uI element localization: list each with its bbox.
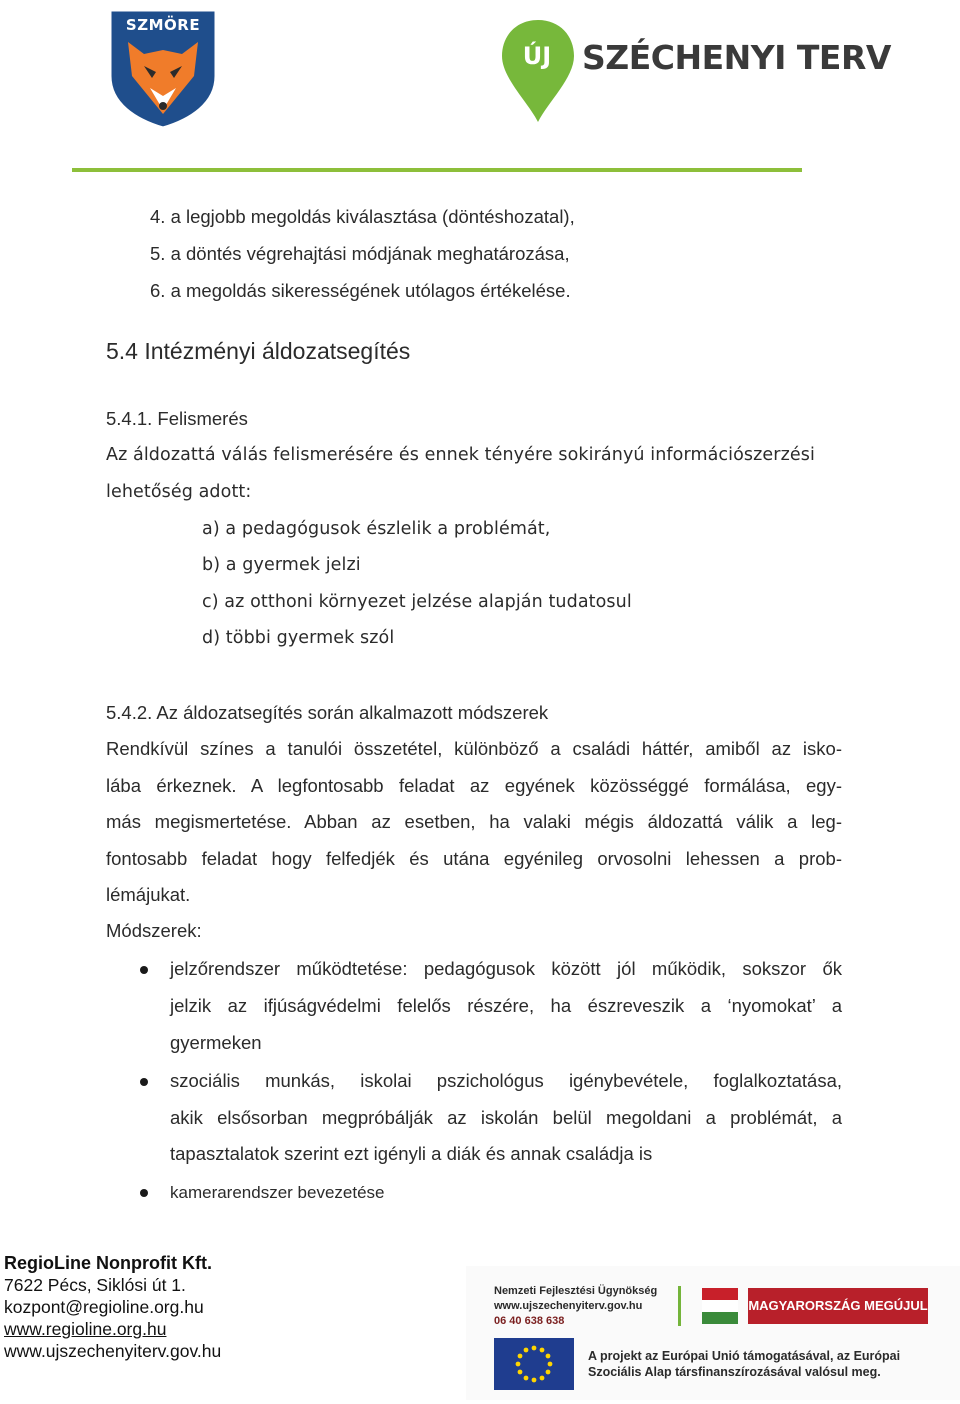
- nfu-name: Nemzeti Fejlesztési Ügynökség: [494, 1285, 658, 1297]
- list-item: d) többi gyermek szól: [202, 628, 395, 648]
- footer-org-name: RegioLine Nonprofit Kft.: [4, 1253, 212, 1273]
- magyarorszag-megujul-badge: MAGYARORSZÁG MEGÚJUL: [748, 1288, 928, 1324]
- list-item: 5. a döntés végrehajtási módjának meghatározása,: [150, 243, 570, 264]
- hungarian-flag-icon: [702, 1288, 738, 1324]
- paragraph-line: lehetőség adott:: [106, 482, 252, 502]
- bullet-icon: [140, 1078, 148, 1086]
- eu-note-line: A projekt az Európai Unió támogatásával, az Európai: [588, 1349, 901, 1363]
- map-pin-icon: [498, 16, 578, 128]
- bullet-icon: [140, 966, 148, 974]
- footer-email[interactable]: kozpont@regioline.org.hu: [4, 1297, 204, 1317]
- nfu-phone: 06 40 638 638: [494, 1315, 565, 1327]
- paragraph-line: más megismertetése. Abban az esetben, ha valaki mégis áldozattá válik a leg-: [106, 811, 842, 832]
- bullet-line: kamerarendszer bevezetése: [170, 1183, 385, 1202]
- eu-funding-note: [588, 1348, 900, 1380]
- nfu-web: www.ujszechenyiterv.gov.hu: [494, 1300, 643, 1312]
- uj-szechenyi-terv-logo: [498, 16, 891, 128]
- methods-label: Módszerek:: [106, 920, 202, 941]
- footer-contact: [4, 1252, 221, 1362]
- bullet-line: gyermeken: [170, 1032, 262, 1053]
- list-item: c) az otthoni környezet jelzése alapján tudatosul: [202, 592, 632, 612]
- footer-link-szechenyi[interactable]: www.ujszechenyiterv.gov.hu: [4, 1341, 222, 1361]
- bullet-icon: [140, 1189, 148, 1197]
- logo-title: SZÉCHENYI TERV: [582, 38, 891, 77]
- footer-divider: [678, 1286, 681, 1326]
- list-item: 6. a megoldás sikerességének utólagos értékelése.: [150, 280, 571, 301]
- bullet-line: jelzik az ifjúságvédelmi felelős részére, ha észreveszik a ‘nyomokat’ a: [170, 995, 842, 1016]
- logo-badge-text: ÚJ: [522, 42, 552, 70]
- paragraph-line: Rendkívül színes a tanulói összetétel, különböző a családi háttér, amiből az isko-: [106, 738, 842, 759]
- list-item: a) a pedagógusok észlelik a problémát,: [202, 519, 551, 539]
- eu-flag-icon: [494, 1338, 574, 1390]
- list-item: b) a gyermek jelzi: [202, 555, 361, 575]
- szmore-logo-text: SZMÖRE: [125, 16, 201, 34]
- list-item: 4. a legjobb megoldás kiválasztása (döntéshozatal),: [150, 206, 575, 227]
- footer-sponsor-panel: [466, 1266, 960, 1400]
- paragraph-line: lémájukat.: [106, 884, 191, 905]
- footer-address: 7622 Pécs, Siklósi út 1.: [4, 1275, 186, 1295]
- bullet-line: szociális munkás, iskolai pszichológus igénybevétele, foglalkoztatása,: [170, 1070, 842, 1091]
- nfu-block: [494, 1284, 657, 1329]
- bullet-line: akik elsősorban megpróbálják az iskolán belül megoldani a problémát, a: [170, 1107, 842, 1128]
- subsection-title: 5.4.1. Felismerés: [106, 408, 248, 429]
- eu-note-line: Szociális Alap társfinanszírozásával valósul meg.: [588, 1365, 881, 1379]
- section-title: 5.4 Intézményi áldozatsegítés: [106, 338, 411, 364]
- header-divider: [72, 168, 802, 172]
- paragraph-line: fontosabb feladat hogy felfedjék és utána egyénileg orvosolni lehessen a prob-: [106, 848, 842, 869]
- paragraph-line: Az áldozattá válás felismerésére és ennek tényére sokirányú információszerzési: [106, 445, 815, 465]
- szmore-logo: [104, 6, 222, 130]
- subsection-title: 5.4.2. Az áldozatsegítés során alkalmazott módszerek: [106, 702, 549, 723]
- footer-link-regioline[interactable]: www.regioline.org.hu: [4, 1319, 167, 1339]
- bullet-line: jelzőrendszer működtetése: pedagógusok között jól működik, sokszor ők: [170, 958, 842, 979]
- bullet-line: tapasztalatok szerint ezt igényli a diák és annak családja is: [170, 1143, 653, 1164]
- paragraph-line: lába érkeznek. A legfontosabb feladat az egyének közösséggé formálása, egy-: [106, 775, 842, 796]
